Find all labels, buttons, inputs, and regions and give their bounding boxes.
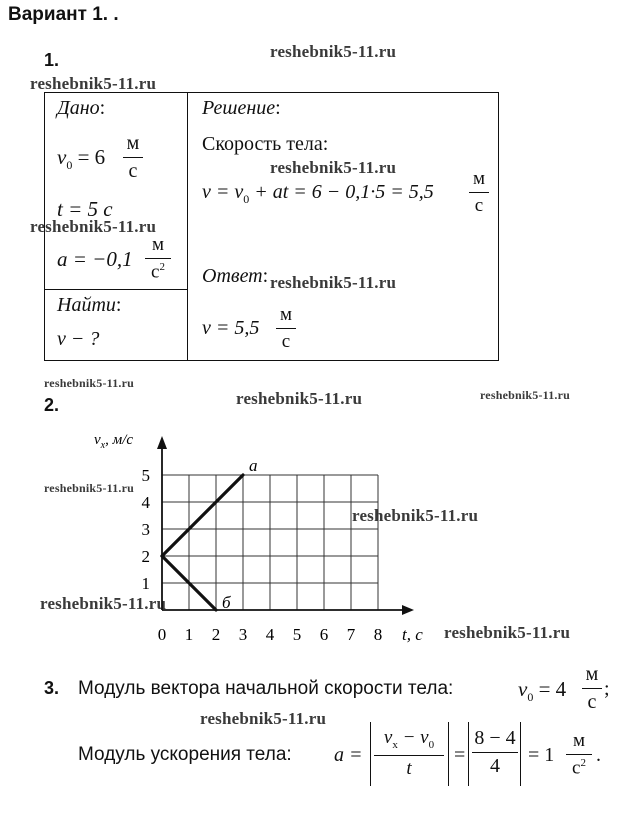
answer-label: Ответ bbox=[202, 265, 263, 287]
y-axis-arrow bbox=[157, 436, 167, 449]
fraction-denominator: t bbox=[406, 757, 412, 779]
x-tick-label: 2 bbox=[211, 625, 221, 644]
x-tick-label: 5 bbox=[292, 625, 302, 644]
find-label: Найти bbox=[57, 294, 116, 316]
semicolon: ; bbox=[604, 678, 610, 700]
y-tick-label: 2 bbox=[141, 547, 150, 566]
equation-rhs: + at = 6 − 0,1·5 = 5,5 bbox=[249, 181, 434, 203]
acceleration-text: Модуль ускорения тела: bbox=[78, 744, 292, 765]
series-line-a bbox=[162, 475, 243, 556]
watermark: reshebnik5-11.ru bbox=[270, 42, 397, 61]
solution-heading bbox=[202, 97, 281, 120]
acceleration-result-unit bbox=[566, 731, 592, 777]
given-colon: : bbox=[99, 97, 106, 119]
acceleration-result: = 1 bbox=[528, 744, 555, 766]
watermark: reshebnik5-11.ru bbox=[270, 273, 397, 292]
find-cell bbox=[45, 290, 188, 361]
equation-subscript: 0 bbox=[243, 192, 250, 206]
y-tick-label: 3 bbox=[141, 520, 150, 539]
initial-speed-unit bbox=[582, 664, 602, 712]
unit-denominator: с bbox=[587, 691, 597, 713]
x-tick-label: 3 bbox=[238, 625, 248, 644]
equation-lhs: v = v bbox=[202, 181, 244, 203]
x-tick-label: 4 bbox=[265, 625, 275, 644]
solution-caption: Скорость тела: bbox=[202, 133, 329, 155]
watermark: reshebnik5-11.ru bbox=[236, 389, 363, 408]
find-value: v − ? bbox=[57, 328, 100, 350]
watermark: reshebnik5-11.ru bbox=[352, 506, 479, 525]
solution-cell bbox=[188, 93, 499, 361]
unit-numerator: м bbox=[585, 663, 599, 685]
watermark: reshebnik5-11.ru bbox=[40, 594, 167, 613]
unit-denominator: с bbox=[128, 160, 138, 182]
watermark: reshebnik5-11.ru bbox=[44, 481, 134, 495]
problem-3-number: 3. bbox=[44, 678, 60, 698]
x-axis-label: t, с bbox=[402, 625, 423, 644]
page-title: Вариант 1. . bbox=[8, 4, 119, 25]
acceleration-unit bbox=[145, 235, 171, 281]
x-tick-label: 6 bbox=[319, 625, 329, 644]
v0-subscript: 0 bbox=[66, 158, 73, 173]
unit-base: с bbox=[572, 757, 581, 779]
unit-numerator: м bbox=[126, 132, 140, 154]
velocity-time-chart bbox=[0, 420, 620, 650]
unit-numerator: м bbox=[279, 304, 293, 325]
given-label: Дано bbox=[57, 97, 100, 119]
watermark: reshebnik5-11.ru bbox=[444, 623, 571, 642]
watermark: reshebnik5-11.ru bbox=[30, 217, 157, 236]
fraction-numerator: 8 − 4 bbox=[474, 727, 516, 749]
series-label-a: a bbox=[249, 456, 258, 475]
watermark: reshebnik5-11.ru bbox=[480, 388, 570, 402]
fraction-denominator: 4 bbox=[490, 755, 500, 777]
v0-value: = 4 bbox=[538, 677, 567, 701]
v0-subscript: 0 bbox=[527, 690, 534, 705]
watermark: reshebnik5-11.ru bbox=[200, 709, 327, 728]
given-cell bbox=[45, 93, 188, 290]
y-tick-label: 1 bbox=[141, 574, 150, 593]
unit-numerator: м bbox=[572, 730, 586, 751]
x-tick-label: 1 bbox=[184, 625, 194, 644]
answer-unit bbox=[276, 305, 296, 351]
abs-bar-left-2 bbox=[468, 722, 469, 786]
abs-bar-left-1 bbox=[370, 722, 371, 786]
equation-unit bbox=[469, 169, 489, 215]
given-heading bbox=[57, 97, 105, 120]
acceleration-lhs: a = bbox=[334, 744, 363, 766]
find-heading bbox=[57, 294, 121, 317]
unit-denominator: с bbox=[474, 195, 484, 216]
given-time: t = 5 с bbox=[57, 197, 113, 221]
solution-equation bbox=[202, 181, 434, 207]
watermark: reshebnik5-11.ru bbox=[30, 74, 157, 93]
x-tick-label: 7 bbox=[346, 625, 356, 644]
initial-speed-formula bbox=[518, 677, 566, 705]
chart-ticks bbox=[142, 466, 383, 644]
acceleration-fraction bbox=[374, 728, 444, 778]
v0-symbol: v bbox=[518, 677, 528, 701]
end-dot: . bbox=[596, 744, 601, 766]
x-tick-label: 0 bbox=[157, 625, 167, 644]
v0-unit bbox=[123, 133, 143, 181]
x-axis-arrow bbox=[402, 605, 414, 615]
unit-denominator: с bbox=[281, 331, 291, 352]
unit-exponent: 2 bbox=[159, 261, 165, 273]
series-label-б: б bbox=[222, 593, 231, 612]
y-tick-label: 5 bbox=[141, 466, 150, 485]
numeric-fraction bbox=[472, 728, 518, 776]
answer-value: v = 5,5 bbox=[202, 317, 260, 339]
unit-base: с bbox=[151, 261, 160, 283]
find-colon: : bbox=[115, 294, 122, 316]
watermark: reshebnik5-11.ru bbox=[270, 158, 397, 177]
y-axis-label: $v_x$, м/с bbox=[94, 432, 134, 451]
fraction-numerator: $v_x - v_0$ bbox=[383, 727, 435, 751]
watermark: reshebnik5-11.ru bbox=[44, 376, 134, 390]
v0-symbol: v bbox=[57, 145, 67, 169]
x-tick-label: 8 bbox=[373, 625, 383, 644]
problem-1-number: 1. bbox=[44, 50, 60, 70]
given-acceleration: a = −0,1 bbox=[57, 247, 133, 271]
abs-bar-right-1 bbox=[448, 722, 449, 786]
solution-colon: : bbox=[275, 97, 281, 119]
answer-heading bbox=[202, 265, 268, 288]
abs-bar-right-2 bbox=[520, 722, 521, 786]
unit-numerator: м bbox=[472, 168, 486, 189]
y-tick-label: 4 bbox=[141, 493, 150, 512]
solution-label: Решение bbox=[202, 97, 276, 119]
unit-exponent: 2 bbox=[580, 757, 586, 769]
given-solution-table bbox=[44, 92, 499, 361]
v0-value: = 6 bbox=[77, 145, 106, 169]
initial-speed-text: Модуль вектора начальной скорости тела: bbox=[78, 678, 454, 699]
equals-sign: = bbox=[454, 744, 466, 766]
unit-numerator: м bbox=[151, 234, 165, 255]
given-v0 bbox=[57, 145, 105, 173]
answer-colon: : bbox=[262, 265, 269, 287]
problem-2-number: 2. bbox=[44, 395, 60, 415]
